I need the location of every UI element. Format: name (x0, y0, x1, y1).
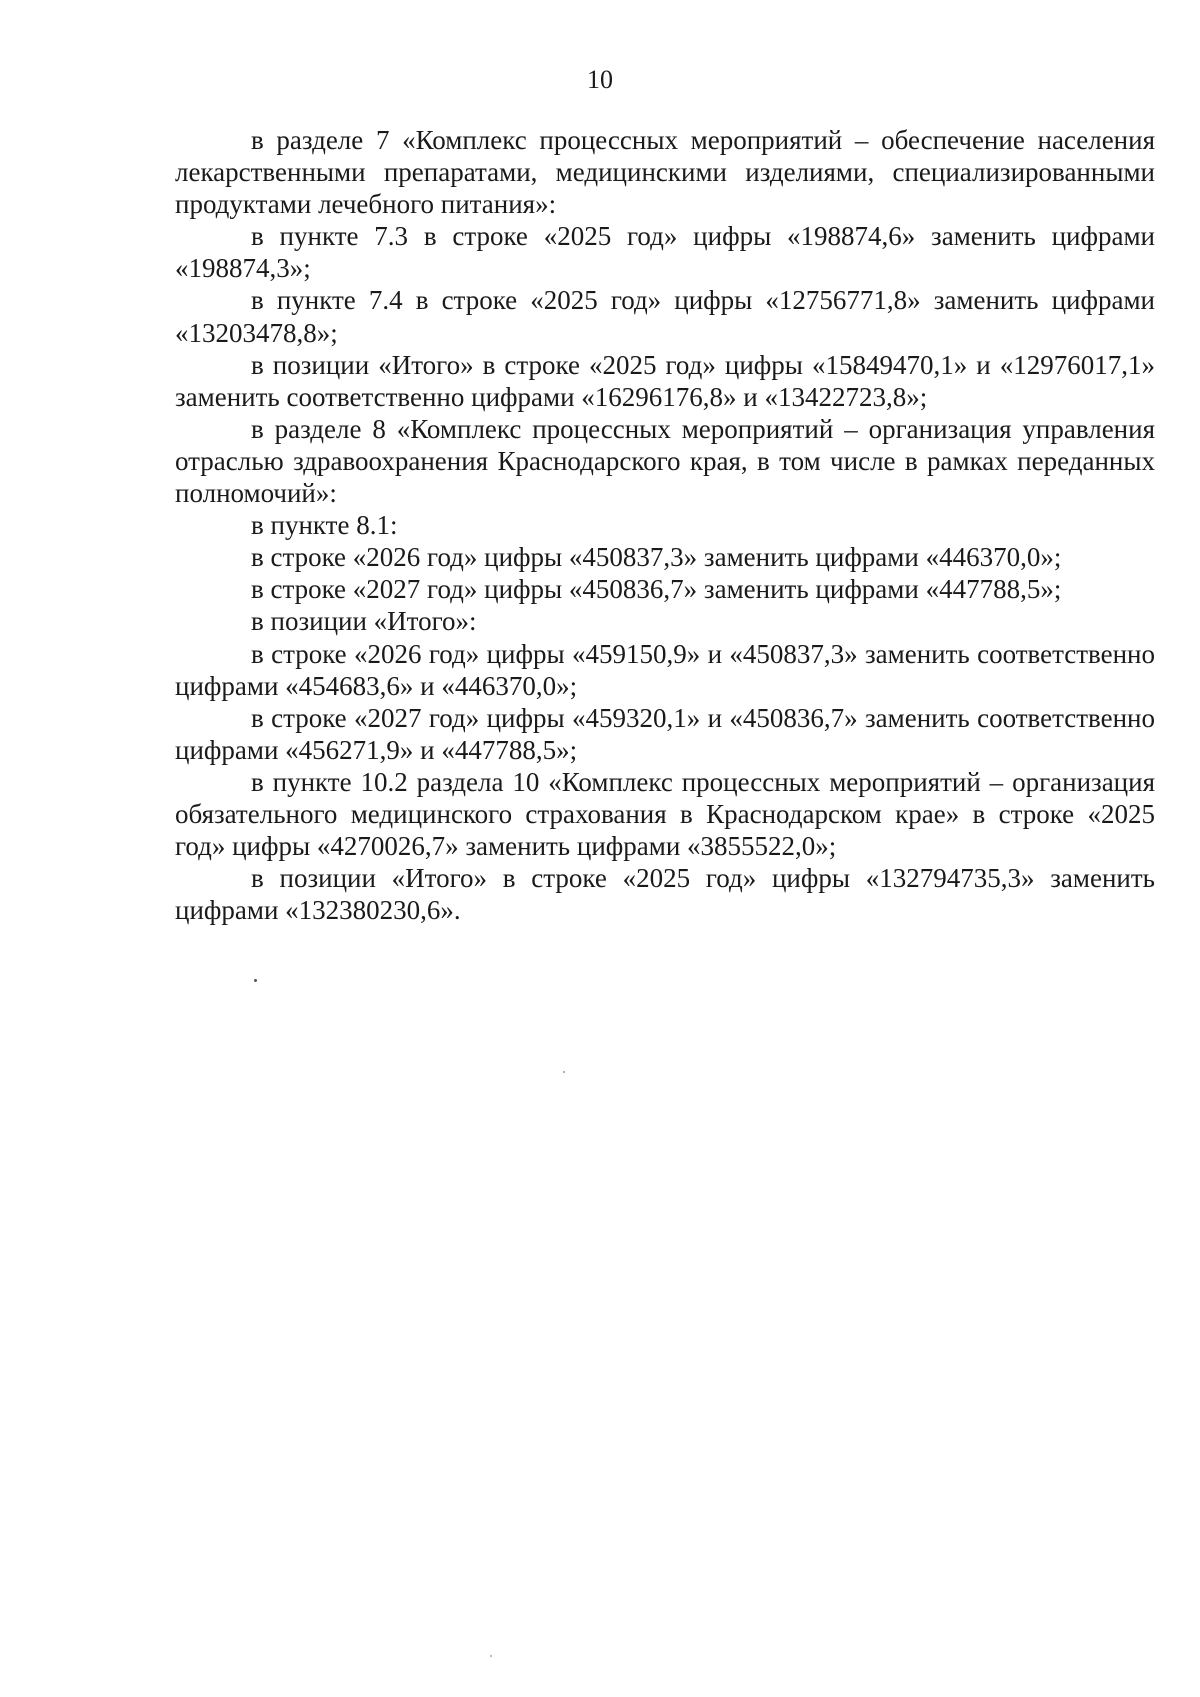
paragraph-section-8-total: в позиции «Итого»: (251, 606, 477, 637)
paragraph-item-8-1-2026: в строке «2026 год» цифры «450837,3» заменить цифрами «446370,0»; (251, 542, 1062, 573)
scan-speck (563, 1071, 565, 1073)
page-number: 10 (587, 65, 613, 94)
scan-speck (254, 979, 257, 982)
paragraph-section-8-total-2027: в строке «2027 год» цифры «459320,1» и «450836,7» заменить соответственно цифрами «456271,9» и «447788,5»; (175, 702, 1155, 765)
paragraph-item-7-4: в пункте 7.4 в строке «2025 год» цифры «12756771,8» заменить цифрами «13203478,8»; (175, 285, 1155, 348)
paragraph-section-7-total: в позиции «Итого» в строке «2025 год» цифры «15849470,1» и «12976017,1» заменить соответственно цифрами «16296176,8» и «13422723,8»; (175, 349, 1155, 412)
scan-speck (490, 1655, 492, 1657)
paragraph-section-8-total-2026: в строке «2026 год» цифры «459150,9» и «450837,3» заменить соответственно цифрами «454683,6» и «446370,0»; (175, 638, 1155, 701)
paragraph-item-10-2: в пункте 10.2 раздела 10 «Комплекс процессных мероприятий – организация обязательного медицинского страхования в Краснодарском крае» в строке «2025 год» цифры «4270026,7» заменить цифрами «3855522,0»; (175, 766, 1155, 862)
paragraph-section-8-heading: в разделе 8 «Комплекс процессных мероприятий – организация управления отраслью здравоохранения Краснодарского края, в том числе в рамках переданных полномочий»: (175, 413, 1155, 509)
paragraph-item-7-3: в пункте 7.3 в строке «2025 год» цифры «198874,6» заменить цифрами «198874,3»; (175, 221, 1155, 284)
paragraph-section-7-heading: в разделе 7 «Комплекс процессных мероприятий – обеспечение населения лекарственными препаратами, медицинскими изделиями, специализированными продуктами лечебного питания»: (175, 125, 1155, 220)
paragraph-item-8-1-2027: в строке «2027 год» цифры «450836,7» заменить цифрами «447788,5»; (251, 574, 1062, 605)
paragraph-grand-total: в позиции «Итого» в строке «2025 год» цифры «132794735,3» заменить цифрами «132380230,6». (175, 863, 1155, 926)
document-body (175, 124, 1155, 926)
paragraph-item-8-1: в пункте 8.1: (251, 510, 398, 541)
